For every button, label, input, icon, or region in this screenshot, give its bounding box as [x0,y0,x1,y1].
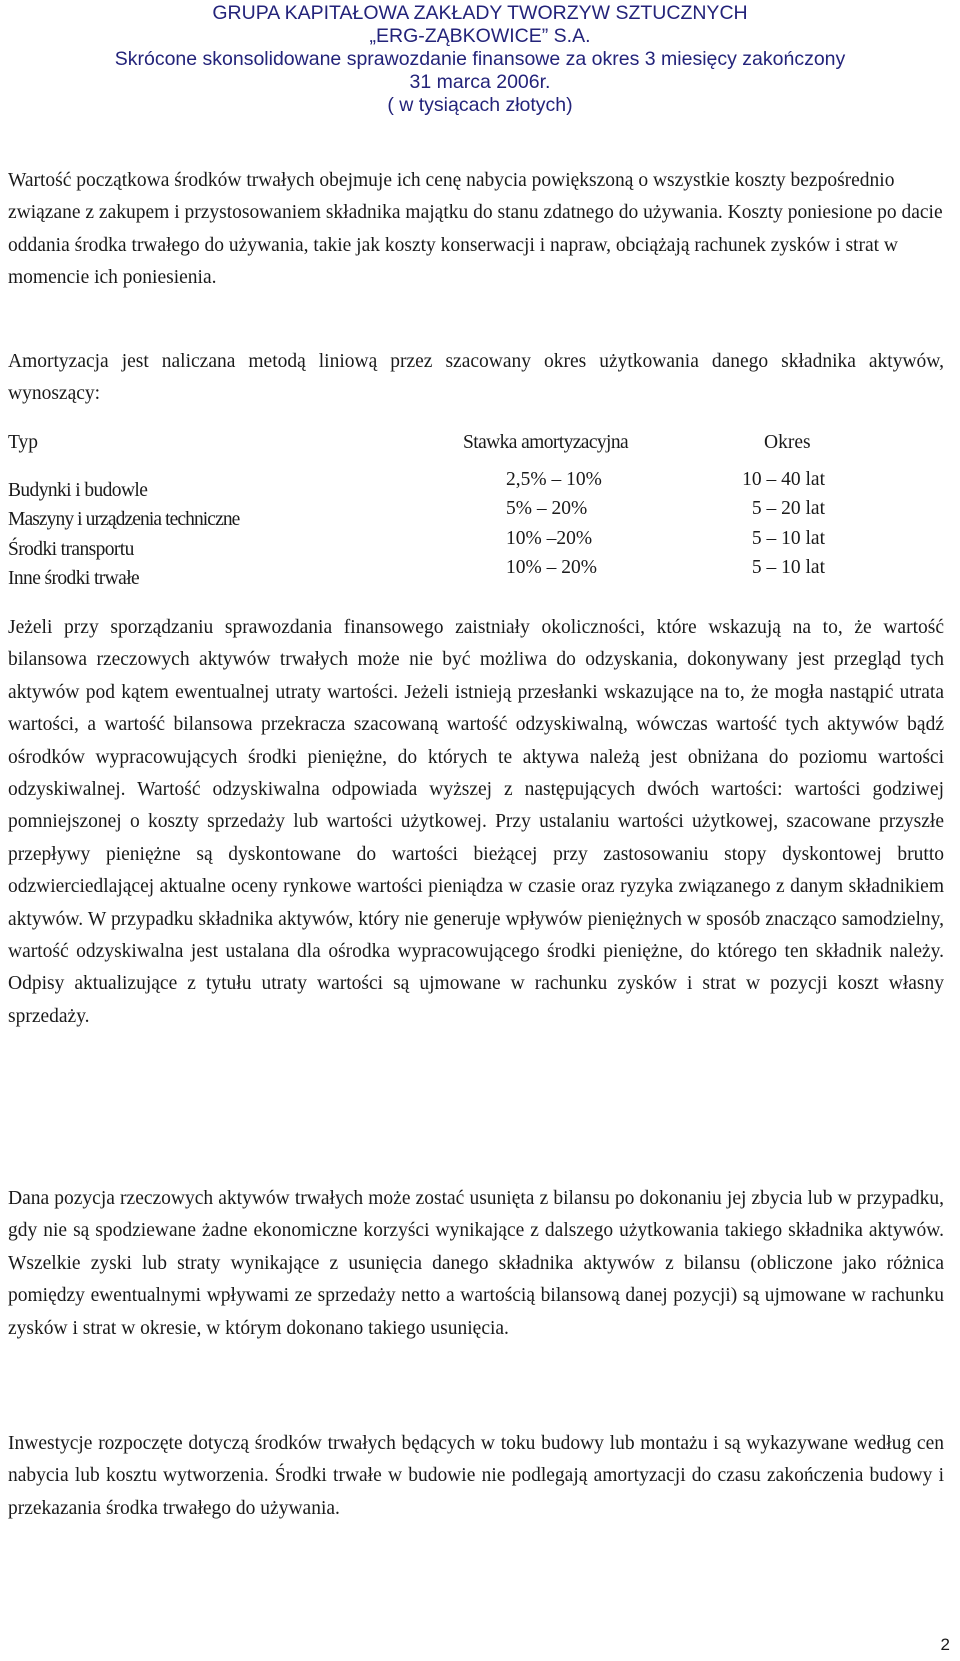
table-row-type: Środki transportu [8,539,134,560]
table-row-rate: 5% – 20% [506,498,588,519]
header-company-line: GRUPA KAPITAŁOWA ZAKŁADY TWORZYW SZTUCZNYCH [212,2,748,24]
table-header-rate: Stawka amortyzacyjna [463,432,629,453]
table-row-rate: 10% –20% [506,528,593,549]
paragraph-impairment: Jeżeli przy sporządzaniu sprawozdania finansowego zaistniały okoliczności, które wskazują na to, że wartość bilansowa rzeczowych aktywów trwałych może nie być możliwa do odzyskania, dokonywany jest przegląd tych aktywów pod kątem ewentualnej utraty wartości. Jeżeli istnieją przesłanki wskazujące na to, że mogła nastąpić utrata wartości, a wartość bilansowa przekracza szacowaną wartość odzyskiwalną, wówczas wartość tych aktywów bądź ośrodków wypracowujących środki pieniężne, do których te aktywa należą jest obniżana do poziomu wartości odzyskiwalnej. Wartość odzyskiwalna odpowiada wyższej z następujących dwóch wartości: wartości godziwej pomniejszonej o koszty sprzedaży lub wartości użytkowej. Przy ustalaniu wartości użytkowej, szacowane przyszłe przepływy pieniężne są dyskontowane do wartości bieżącej przy zastosowaniu stopy dyskontowej brutto odzwierciedlającej aktualne oceny rynkowe wartości pieniądza w czasie oraz ryzyka związanego z danym składnikiem aktywów. W przypadku składnika aktywów, który nie generuje wpływów pieniężnych w sposób znacząco samodzielny, wartość odzyskiwalna jest ustalana dla ośrodka wypracowującego środki pieniężne, do którego ten składnik należy. Odpisy aktualizujące z tytułu utraty wartości są ujmowane w rachunku zysków i strat w pozycji koszt własny sprzedaży. [8,617,944,1027]
header-report-title: Skrócone skonsolidowane sprawozdanie finansowe za okres 3 miesięcy zakończony [114,48,846,70]
table-row-rate: 2,5% – 10% [506,469,602,490]
table-row-period: 10 – 40 lat [742,469,825,490]
paragraph-derecognition: Dana pozycja rzeczowych aktywów trwałych może zostać usunięta z bilansu po dokonaniu jej zbycia lub w przypadku, gdy nie są spodziewane żadne ekonomiczne korzyści wynikające z dalszego użytkowania takiego składnika aktywów. Wszelkie zyski lub straty wynikające z usunięcia danego składnika aktywów z bilansu (obliczone jako różnica pomiędzy ewentualnymi wpływami ze sprzedaży netto a wartością bilansową danej pozycji) są ujmowane w rachunku zysków i strat w okresie, w którym dokonano takiego usunięcia. [8,1188,944,1339]
header-currency-note: ( w tysiącach złotych) [387,94,573,116]
paragraph-construction-in-progress: Inwestycje rozpoczęte dotyczą środków trwałych będących w toku budowy lub montażu i są wykazywane według cen nabycia lub kosztu wytworzenia. Środki trwałe w budowie nie podlegają amortyzacji do czasu zakończenia budowy i przekazania środka trwałego do używania. [8,1433,944,1519]
table-header-type: Typ [8,432,39,453]
table-row-rate: 10% – 20% [506,557,597,578]
table-row-type: Maszyny i urządzenia techniczne [8,509,240,530]
report-header [0,2,960,117]
paragraph-initial-value: Wartość początkowa środków trwałych obejmuje ich cenę nabycia powiększoną o wszystkie koszty bezpośrednio związane z zakupem i przystosowaniem składnika majątku do stanu zdatnego do używania. Koszty poniesione po dacie oddania środka trwałego do używania, takie jak koszty konserwacji i napraw, obciążają rachunek zysków i strat w momencie ich poniesienia. [8,170,943,289]
table-row-type: Inne środki trwałe [8,568,140,589]
table-row-period: 5 – 10 lat [751,557,825,578]
table-row-period: 5 – 10 lat [751,528,825,549]
paragraph-depreciation-intro: Amortyzacja jest naliczana metodą liniową przez szacowany okres użytkowania danego składnika aktywów, wynoszący: [8,351,944,405]
table-row-period: 5 – 20 lat [751,498,825,519]
table-header-period: Okres [764,432,811,453]
header-report-date: 31 marca 2006r. [409,71,551,93]
table-row-type: Budynki i budowle [8,480,148,501]
header-company-name: „ERG-ZĄBKOWICE” S.A. [369,25,591,47]
page-number: 2 [940,1635,950,1654]
